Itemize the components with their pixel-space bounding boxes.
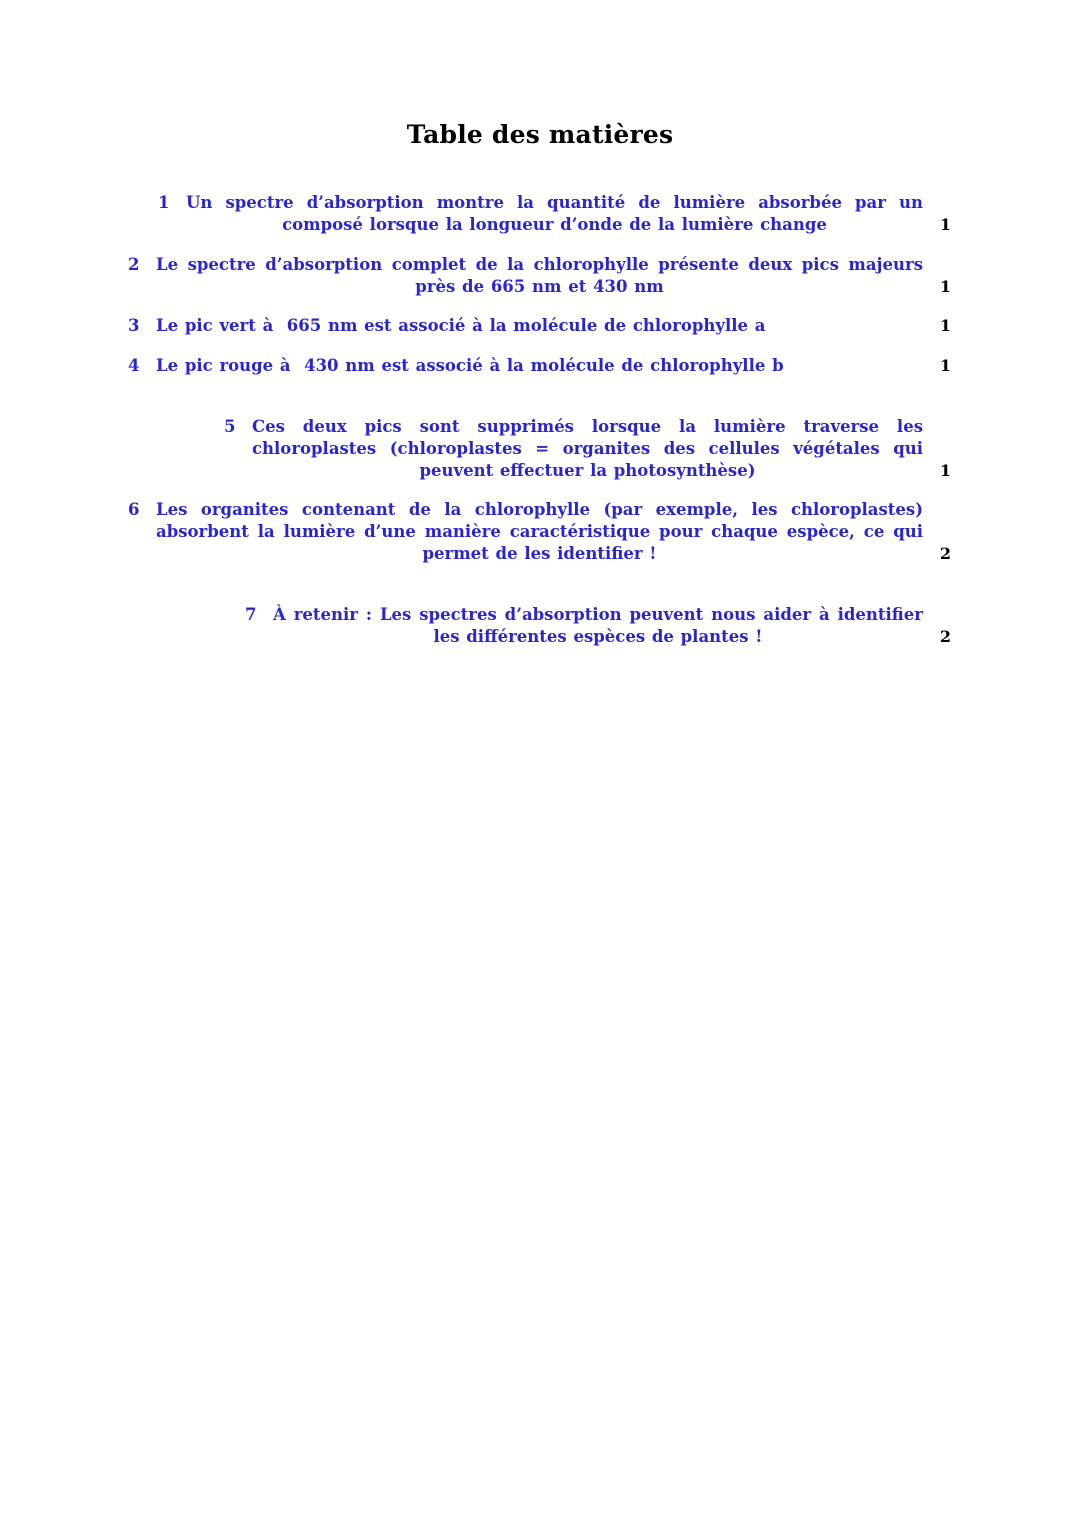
toc-entry-number: 3 <box>128 316 140 335</box>
toc-entry-page[interactable]: 1 <box>939 461 951 480</box>
toc-entry-text[interactable]: Le pic rouge à 430 nm est associé à la molécule de chlorophylle b <box>156 356 784 375</box>
toc-entry-number: 4 <box>128 356 140 375</box>
toc-entry-7[interactable] <box>0 604 1080 652</box>
toc-entry-3[interactable] <box>0 315 1080 341</box>
toc-entry-text[interactable]: Les organites contenant de la chlorophylle (par exemple, les chloroplastes) absorbent la lumière d’une manière caractéristique pour chaque espèce, ce qui permet de les identifier ! <box>156 500 923 563</box>
toc-entry-number: 2 <box>128 255 140 274</box>
toc-entry-text[interactable]: Le spectre d’absorption complet de la chlorophylle présente deux pics majeurs près de 665 nm et 430 nm <box>156 255 923 296</box>
toc-title: Table des matières <box>406 120 674 149</box>
toc-entry-page[interactable]: 1 <box>939 215 951 234</box>
toc-entry-2[interactable] <box>0 254 1080 302</box>
toc-entry-5[interactable] <box>0 416 1080 486</box>
blank-page-area <box>0 700 1080 1527</box>
toc-entry-number: 6 <box>128 500 140 519</box>
toc-entry-number: 1 <box>158 193 170 212</box>
toc-entry-page[interactable]: 1 <box>939 356 951 375</box>
toc-entry-4[interactable] <box>0 355 1080 381</box>
toc-entry-text[interactable]: À retenir : Les spectres d’absorption peuvent nous aider à identifier les différentes espèces de plantes ! <box>273 605 923 646</box>
toc-entry-text[interactable]: Le pic vert à 665 nm est associé à la molécule de chlorophylle a <box>156 316 766 335</box>
toc-entry-text[interactable]: Un spectre d’absorption montre la quantité de lumière absorbée par un composé lorsque la longueur d’onde de la lumière change <box>186 193 923 234</box>
toc-entry-page[interactable]: 1 <box>939 316 951 335</box>
toc-entry-page[interactable]: 2 <box>939 627 951 646</box>
toc-entry-page[interactable]: 1 <box>939 277 951 296</box>
toc-entry-number: 5 <box>224 417 236 436</box>
toc-entry-page[interactable]: 2 <box>939 544 951 563</box>
toc-entry-number: 7 <box>245 605 257 624</box>
toc-entry-text[interactable]: Ces deux pics sont supprimés lorsque la lumière traverse les chloroplastes (chloroplastes = organites des cellules végétales qui peuvent effectuer la photosynthèse) <box>252 417 923 480</box>
toc-entry-6[interactable] <box>0 499 1080 569</box>
toc-entry-1[interactable] <box>0 192 1080 240</box>
